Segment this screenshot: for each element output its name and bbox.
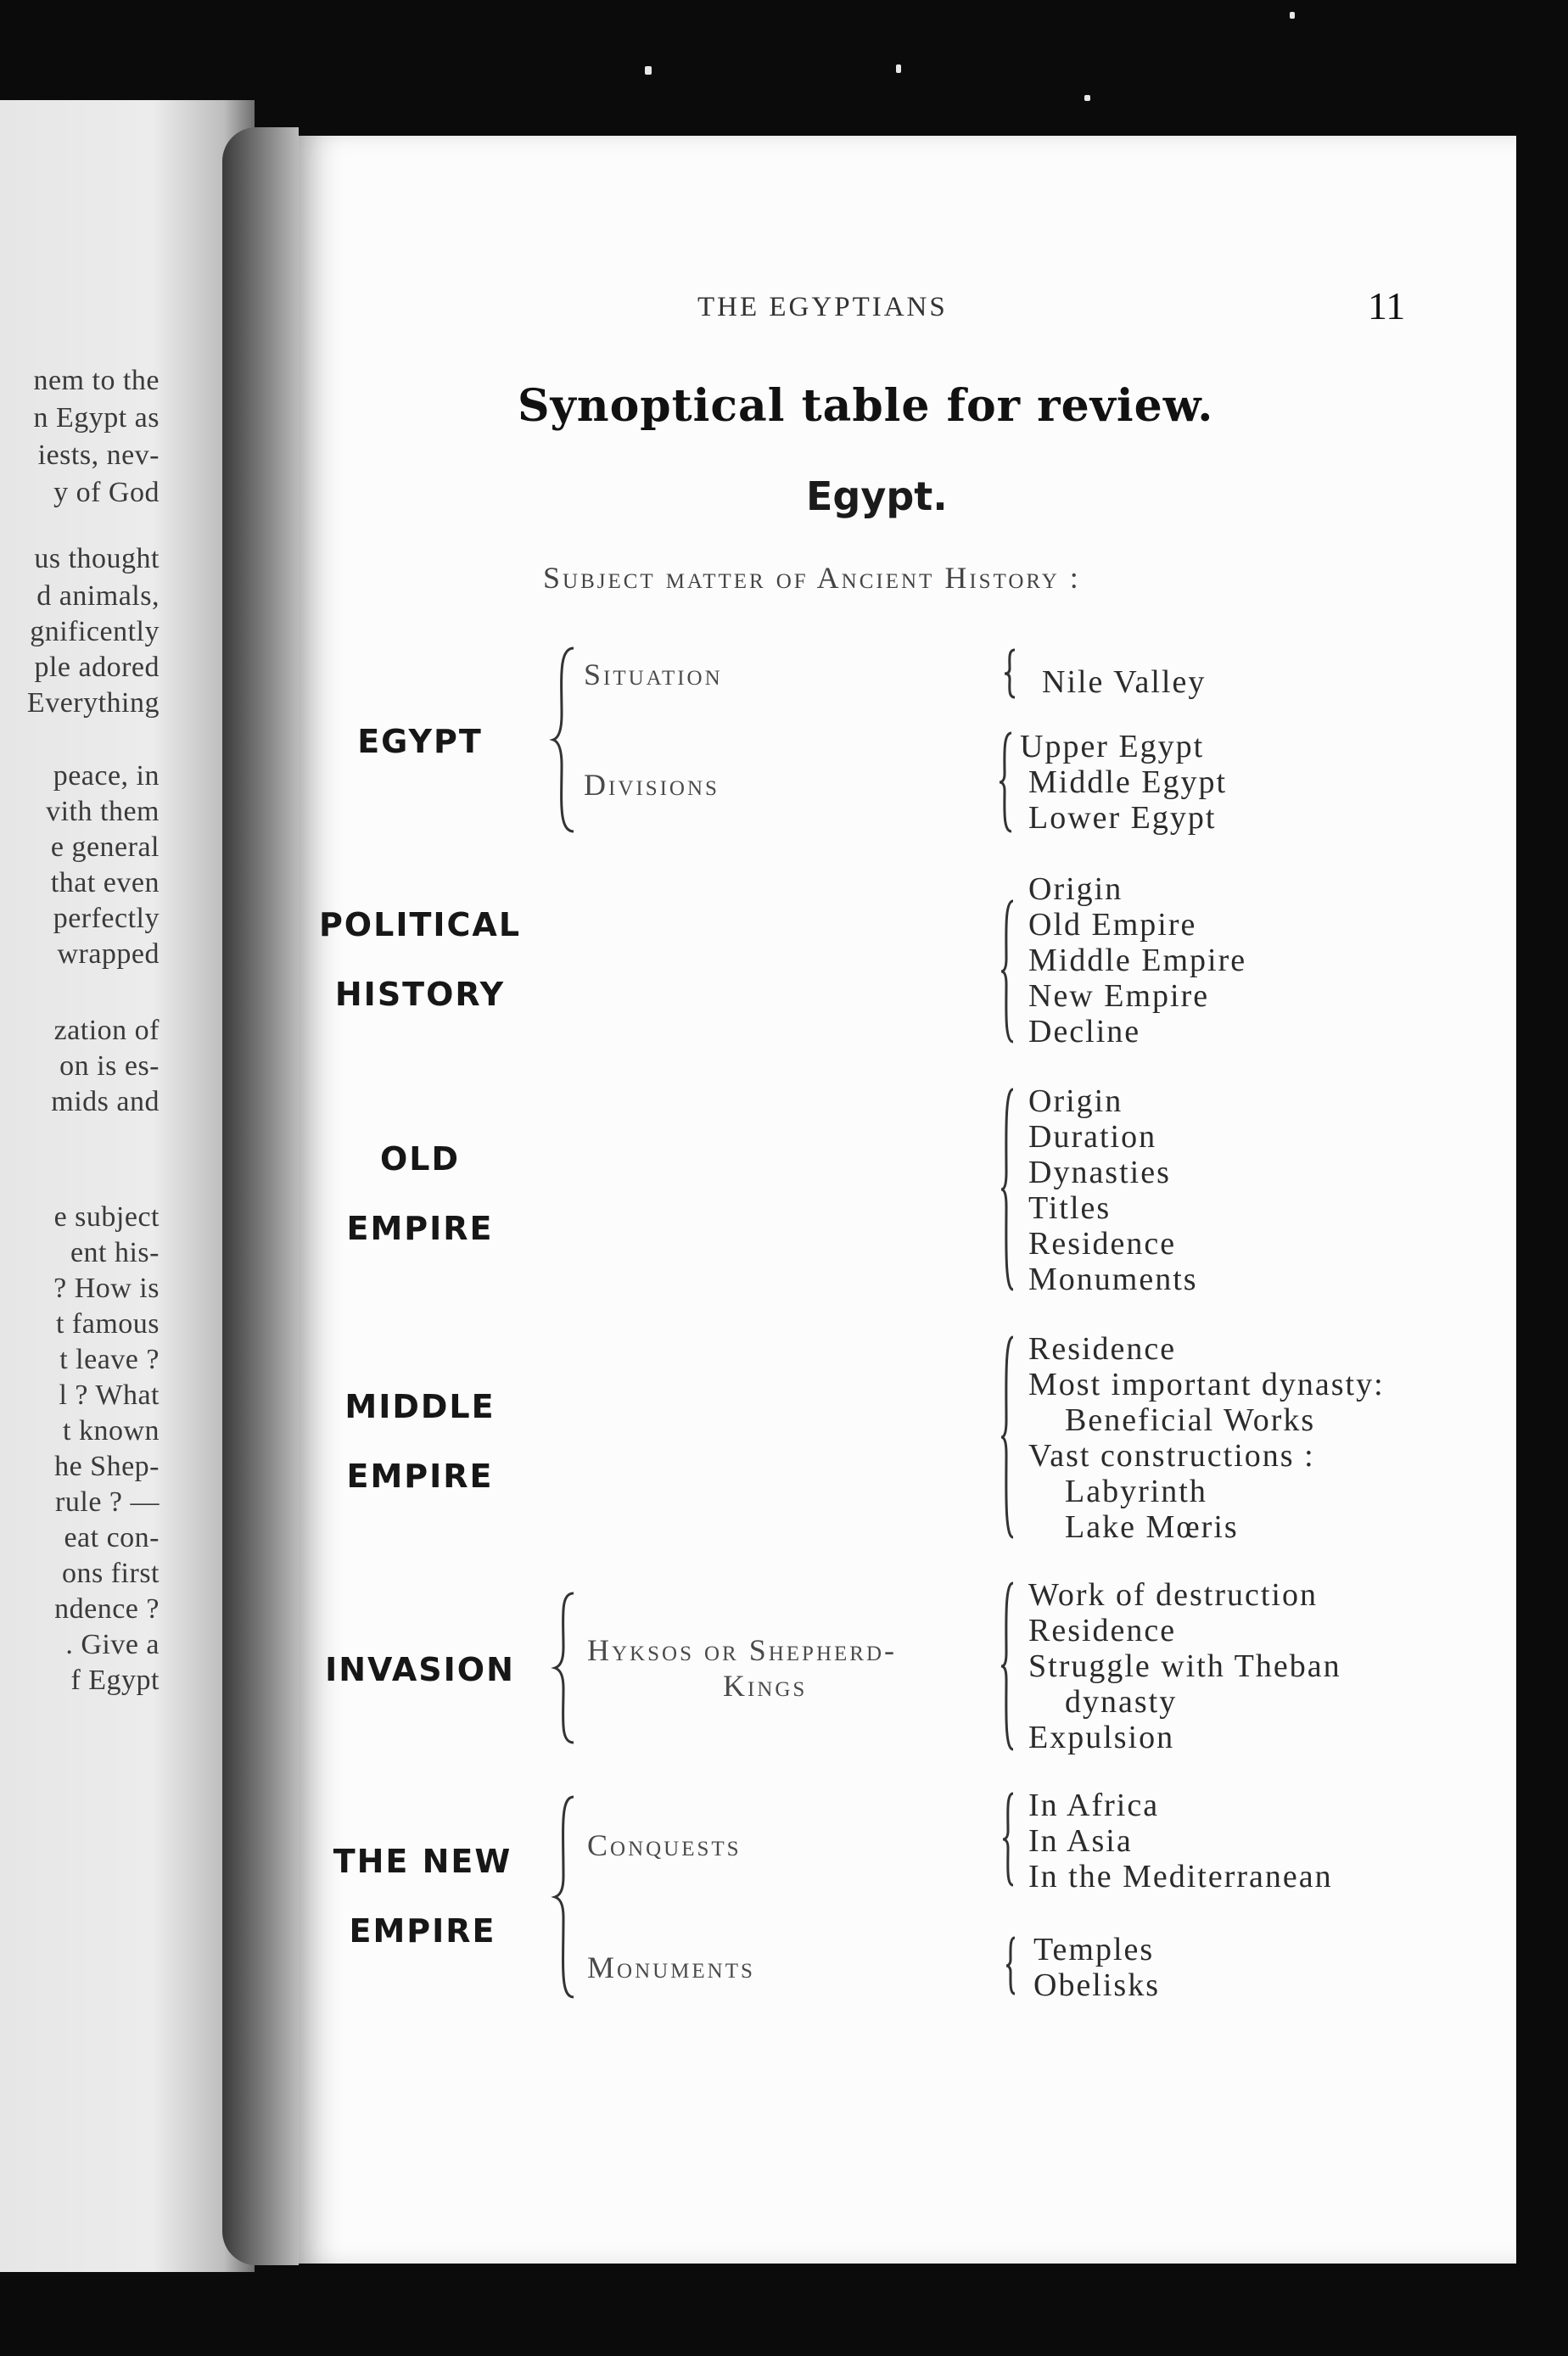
item-titles: Titles <box>1028 1190 1112 1226</box>
right-brace <box>1005 1936 1018 1995</box>
item-lake-moeris: Lake Mœris <box>1065 1509 1239 1545</box>
facing-page-line: ent his- <box>70 1237 160 1268</box>
facing-page-line: us thought <box>34 543 160 574</box>
facing-page-line: perfectly <box>53 903 160 934</box>
item-beneficial-works: Beneficial Works <box>1065 1402 1316 1438</box>
section-heading-the-new: THE NEW <box>333 1843 512 1880</box>
facing-page-line: e subject <box>53 1201 160 1233</box>
item-dynasty: dynasty <box>1065 1684 1178 1720</box>
facing-page-line: f Egypt <box>70 1665 160 1696</box>
facing-page-line: l ? What <box>59 1379 160 1411</box>
facing-page-line: t known <box>63 1415 160 1447</box>
label-conquests: Conquests <box>587 1828 742 1862</box>
facing-page-line: vith them <box>46 796 160 827</box>
item-nile-valley: Nile Valley <box>1042 664 1207 700</box>
facing-page-line: t leave ? <box>59 1344 160 1375</box>
section-heading-old: OLD <box>379 1140 461 1178</box>
item-labyrinth: Labyrinth <box>1065 1474 1207 1509</box>
facing-page-line: peace, in <box>53 760 160 792</box>
item-in-africa: In Africa <box>1028 1788 1160 1823</box>
section-heading-empire: EMPIRE <box>349 1912 496 1950</box>
right-brace <box>1000 1335 1016 1539</box>
dust-speck <box>645 66 652 75</box>
item-old-empire: Old Empire <box>1028 907 1197 943</box>
facing-page-line: e general <box>50 831 160 863</box>
item-work-of-destruction: Work of destruction <box>1028 1577 1318 1613</box>
facing-page-line: rule ? — <box>55 1486 160 1518</box>
item-origin: Origin <box>1028 1083 1123 1119</box>
section-heading-empire: EMPIRE <box>346 1210 494 1247</box>
running-head: THE EGYPTIANS <box>697 292 948 322</box>
item-in-asia: In Asia <box>1028 1823 1133 1859</box>
section-heading-empire: EMPIRE <box>346 1458 494 1495</box>
dust-speck <box>896 64 901 73</box>
item-lower-egypt: Lower Egypt <box>1028 800 1217 836</box>
facing-page-line: wrapped <box>57 938 160 970</box>
facing-page-line: iests, nev- <box>37 439 160 471</box>
right-brace <box>1000 899 1016 1044</box>
label-situation: Situation <box>584 658 723 691</box>
section-heading-egypt: EGYPT <box>357 723 483 760</box>
item-duration: Duration <box>1028 1119 1157 1155</box>
facing-page-line: t famous <box>55 1308 160 1340</box>
facing-page-line: he Shep- <box>54 1451 160 1482</box>
facing-page-line: nem to the <box>33 365 160 396</box>
right-brace <box>1000 1088 1016 1291</box>
left-brace <box>552 646 577 833</box>
item-residence: Residence <box>1028 1226 1177 1262</box>
page-number: 11 <box>1368 284 1406 327</box>
item-upper-egypt: Upper Egypt <box>1020 729 1205 764</box>
section-heading-history: HISTORY <box>334 976 506 1013</box>
section-heading-invasion: INVASION <box>325 1651 515 1688</box>
item-dynasties: Dynasties <box>1028 1155 1171 1190</box>
item-residence: Residence <box>1028 1613 1177 1648</box>
item-expulsion: Expulsion <box>1028 1720 1175 1755</box>
facing-page-line: on is es- <box>59 1050 160 1082</box>
subject-heading: Subject matter of Ancient History : <box>543 561 1081 595</box>
dust-speck <box>1084 95 1090 101</box>
left-brace <box>553 1592 577 1744</box>
right-brace <box>1000 1581 1016 1751</box>
facing-page-line: ndence ? <box>54 1593 160 1625</box>
facing-page-line: . Give a <box>65 1629 160 1660</box>
item-origin: Origin <box>1028 871 1123 907</box>
facing-page-line: zation of <box>53 1015 160 1046</box>
facing-page-line: eat con- <box>64 1522 160 1553</box>
right-brace <box>1003 648 1018 699</box>
section-heading-middle: MIDDLE <box>344 1388 496 1425</box>
item-obelisks: Obelisks <box>1033 1967 1160 2003</box>
item-temples: Temples <box>1033 1932 1155 1967</box>
item-residence: Residence <box>1028 1331 1177 1367</box>
label-monuments: Monuments <box>587 1950 755 1984</box>
item-middle-empire: Middle Empire <box>1028 943 1247 978</box>
item-most-important-dynasty: Most important dynasty: <box>1028 1367 1385 1402</box>
item-decline: Decline <box>1028 1014 1141 1049</box>
page-title: Synoptical table for review. <box>518 380 1214 432</box>
item-new-empire: New Empire <box>1028 978 1210 1014</box>
facing-page-line: ons first <box>62 1558 160 1589</box>
item-in-the-mediterranean: In the Mediterranean <box>1028 1859 1333 1894</box>
label-hyksos: Hyksos or Shepherd- <box>587 1633 897 1667</box>
facing-page <box>0 100 255 2272</box>
facing-page-line: ple adored <box>34 652 160 683</box>
right-brace <box>998 731 1015 833</box>
item-vast-constructions: Vast constructions : <box>1028 1438 1315 1474</box>
facing-page-line: gnificently <box>30 616 160 647</box>
label-kings: Kings <box>723 1669 808 1703</box>
right-brace <box>1001 1792 1016 1887</box>
left-brace <box>553 1795 577 1999</box>
label-divisions: Divisions <box>584 768 720 802</box>
item-struggle-with-theban: Struggle with Theban <box>1028 1648 1341 1684</box>
facing-page-line: mids and <box>51 1086 160 1117</box>
facing-page-line: d animals, <box>36 580 160 612</box>
item-middle-egypt: Middle Egypt <box>1028 764 1228 800</box>
dust-speck <box>1290 12 1295 19</box>
facing-page-line: n Egypt as <box>33 402 160 434</box>
facing-page-line: y of God <box>53 477 160 508</box>
page-subtitle: Egypt. <box>806 473 948 519</box>
facing-page-line: Everything <box>26 687 160 719</box>
item-monuments: Monuments <box>1028 1262 1198 1297</box>
facing-page-line: that even <box>50 867 160 898</box>
section-heading-political: POLITICAL <box>318 906 522 943</box>
facing-page-line: ? How is <box>53 1273 160 1304</box>
